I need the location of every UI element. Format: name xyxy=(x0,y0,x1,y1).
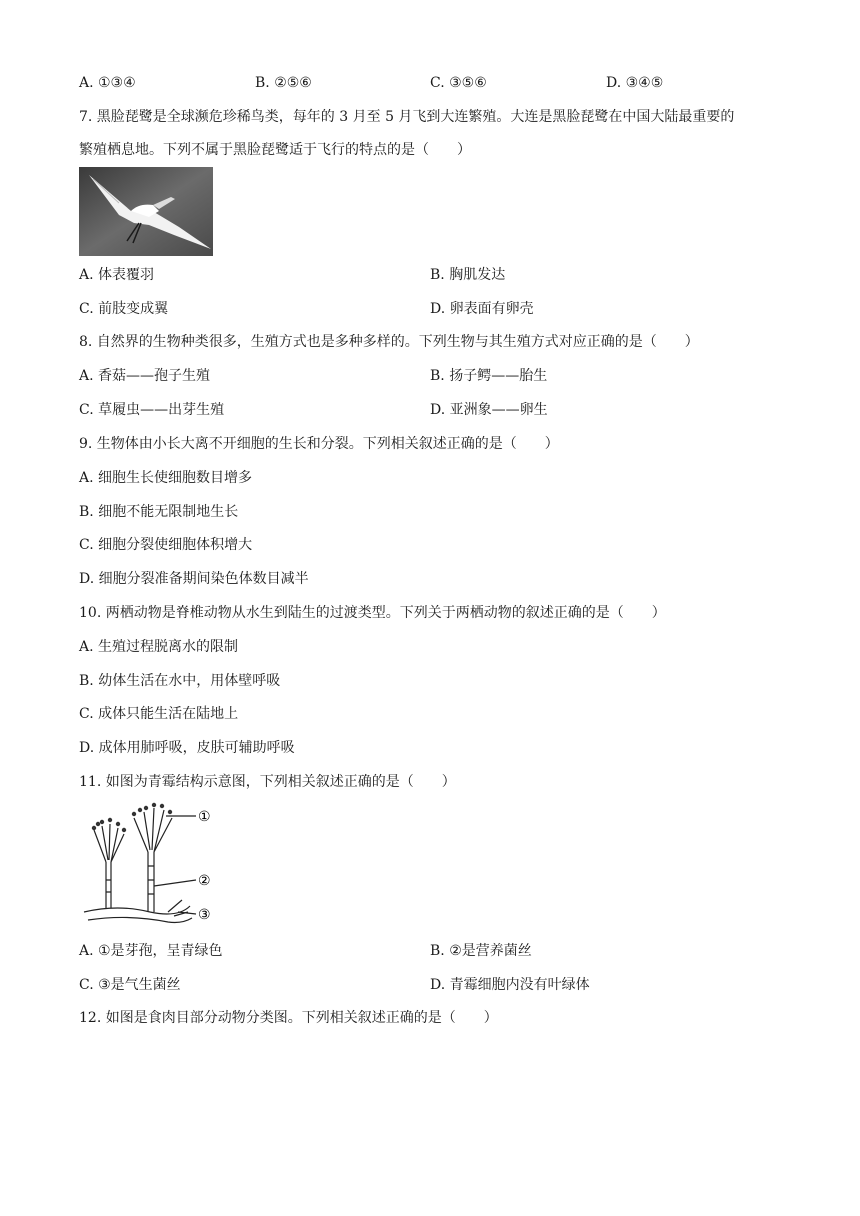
q6-option-c: C. ③⑤⑥ xyxy=(430,75,487,91)
q8-option-a: A. 香菇——孢子生殖 xyxy=(79,368,211,384)
q9-option-b: B. 细胞不能无限制地生长 xyxy=(79,504,239,520)
q10-option-c: C. 成体只能生活在陆地上 xyxy=(79,706,239,722)
q9-option-c: C. 细胞分裂使细胞体积增大 xyxy=(79,537,253,553)
q11-option-b: B. ②是营养菌丝 xyxy=(430,943,532,959)
q9-option-a: A. 细胞生长使细胞数目增多 xyxy=(79,470,253,486)
q12-stem: 12. 如图是食肉目部分动物分类图。下列相关叙述正确的是（ ） xyxy=(79,1010,498,1026)
figure-label-3: ③ xyxy=(198,907,211,923)
q10-stem: 10. 两栖动物是脊椎动物从水生到陆生的过渡类型。下列关于两栖动物的叙述正确的是（ ） xyxy=(79,605,666,621)
q8-option-d: D. 亚洲象——卵生 xyxy=(430,402,548,418)
q11-option-d: D. 青霉细胞内没有叶绿体 xyxy=(430,977,590,993)
q10-option-d: D. 成体用肺呼吸，皮肤可辅助呼吸 xyxy=(79,740,295,756)
q8-option-b: B. 扬子鳄——胎生 xyxy=(430,368,548,384)
q11-option-c: C. ③是气生菌丝 xyxy=(79,977,181,993)
q7-stem-line1: 7. 黑脸琵鹭是全球濒危珍稀鸟类，每年的 3 月至 5 月飞到大连繁殖。大连是黑脸琵鹭在中国大陆最重要的 xyxy=(79,109,735,125)
q8-option-c: C. 草履虫——出芽生殖 xyxy=(79,402,225,418)
q9-stem: 9. 生物体由小长大离不开细胞的生长和分裂。下列相关叙述正确的是（ ） xyxy=(79,436,559,452)
q7-option-a: A. 体表覆羽 xyxy=(79,267,155,283)
q10-option-b: B. 幼体生活在水中，用体壁呼吸 xyxy=(79,673,281,689)
q11-option-a: A. ①是芽孢，呈青绿色 xyxy=(79,943,223,959)
q7-option-d: D. 卵表面有卵壳 xyxy=(430,301,534,317)
q9-option-d: D. 细胞分裂准备期间染色体数目减半 xyxy=(79,571,309,587)
spoonbill-photo xyxy=(79,167,213,256)
q11-stem: 11. 如图为青霉结构示意图，下列相关叙述正确的是（ ） xyxy=(79,774,456,790)
q6-option-a: A. ①③④ xyxy=(79,75,136,91)
penicillium-diagram xyxy=(78,800,228,928)
q6-option-d: D. ③④⑤ xyxy=(606,75,664,91)
q6-option-b: B. ②⑤⑥ xyxy=(255,75,312,91)
q7-option-b: B. 胸肌发达 xyxy=(430,267,506,283)
q8-stem: 8. 自然界的生物种类很多，生殖方式也是多种多样的。下列生物与其生殖方式对应正确的是（ ） xyxy=(79,334,699,350)
q7-option-c: C. 前肢变成翼 xyxy=(79,301,169,317)
q7-stem-line2: 繁殖栖息地。下列不属于黑脸琵鹭适于飞行的特点的是（ ） xyxy=(79,142,471,158)
figure-label-2: ② xyxy=(198,873,211,889)
figure-label-1: ① xyxy=(198,809,211,825)
q10-option-a: A. 生殖过程脱离水的限制 xyxy=(79,639,239,655)
